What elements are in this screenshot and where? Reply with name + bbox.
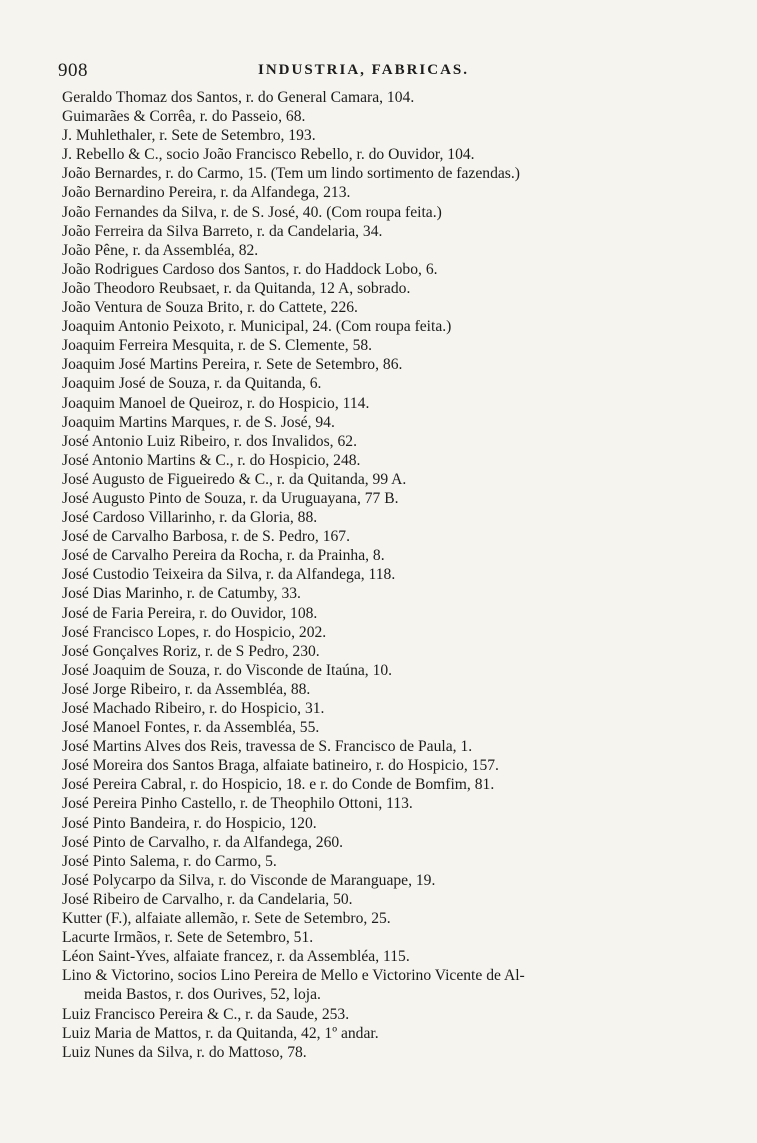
directory-entry: João Theodoro Reubsaet, r. da Quitanda, 12 A, sobrado. xyxy=(62,279,411,297)
directory-entry: José de Carvalho Barbosa, r. de S. Pedro, 167. xyxy=(62,528,351,546)
directory-entry: Joaquim Ferreira Mesquita, r. de S. Clemente, 58. xyxy=(62,337,373,355)
directory-entry: José Ribeiro de Carvalho, r. da Candelaria, 50. xyxy=(62,890,353,908)
directory-entry: José Cardoso Villarinho, r. da Gloria, 88. xyxy=(62,509,318,527)
directory-entry: João Fernandes da Silva, r. de S. José, 40. (Com roupa feita.) xyxy=(62,203,442,221)
directory-list xyxy=(62,88,722,1062)
directory-entry: José Jorge Ribeiro, r. da Assembléa, 88. xyxy=(62,680,311,698)
directory-entry: João Bernardino Pereira, r. da Alfandega, 213. xyxy=(62,184,351,202)
directory-entry: Kutter (F.), alfaiate allemão, r. Sete de Setembro, 25. xyxy=(62,910,391,928)
directory-entry: J. Rebello & C., socio João Francisco Rebello, r. do Ouvidor, 104. xyxy=(62,146,475,164)
directory-entry: Joaquim Manoel de Queiroz, r. do Hospicio, 114. xyxy=(62,394,370,412)
directory-entry: José Pereira Pinho Castello, r. de Theophilo Ottoni, 113. xyxy=(62,795,413,813)
directory-entry: Luiz Maria de Mattos, r. da Quitanda, 42, 1º andar. xyxy=(62,1024,379,1042)
directory-entry: José Pinto Bandeira, r. do Hospicio, 120. xyxy=(62,814,317,832)
directory-entry: João Ventura de Souza Brito, r. do Cattete, 226. xyxy=(62,299,358,317)
directory-entry: José Machado Ribeiro, r. do Hospicio, 31. xyxy=(62,700,325,717)
page-header xyxy=(58,60,697,86)
entry-continuation-line: meida Bastos, r. dos Ourives, 52, loja. xyxy=(84,986,321,1004)
directory-entry: José Gonçalves Roriz, r. de S Pedro, 230. xyxy=(62,642,320,660)
directory-entry: José Custodio Teixeira da Silva, r. da Alfandega, 118. xyxy=(62,566,396,584)
directory-entry: João Ferreira da Silva Barreto, r. da Candelaria, 34. xyxy=(62,222,383,240)
directory-entry-multiline xyxy=(62,966,722,1004)
directory-entry: José Moreira dos Santos Braga, alfaiate batineiro, r. do Hospicio, 157. xyxy=(62,757,499,775)
directory-entry: Luiz Nunes da Silva, r. do Mattoso, 78. xyxy=(62,1043,307,1061)
directory-entry: José Manoel Fontes, r. da Assembléa, 55. xyxy=(62,719,320,737)
directory-entry: José Augusto de Figueiredo & C., r. da Quitanda, 99 A. xyxy=(62,470,407,488)
directory-entry: José Francisco Lopes, r. do Hospicio, 202. xyxy=(62,623,327,641)
page-number: 908 xyxy=(58,60,88,81)
directory-entry: Geraldo Thomaz dos Santos, r. do General Camara, 104. xyxy=(62,89,415,106)
directory-entry: José Polycarpo da Silva, r. do Visconde de Maranguape, 19. xyxy=(62,871,436,889)
directory-entry: José Joaquim de Souza, r. do Visconde de Itaúna, 10. xyxy=(62,661,393,679)
directory-entry: J. Muhlethaler, r. Sete de Setembro, 193. xyxy=(62,127,316,145)
directory-entry: José Pinto de Carvalho, r. da Alfandega, 260. xyxy=(62,833,344,851)
directory-entry: Léon Saint-Yves, alfaiate francez, r. da Assembléa, 115. xyxy=(62,948,410,966)
directory-entry: Guimarães & Corrêa, r. do Passeio, 68. xyxy=(62,108,306,126)
entry-line: Lino & Victorino, socios Lino Pereira de Mello e Victorino Vicente de Al- xyxy=(62,967,525,985)
directory-entry: Joaquim José Martins Pereira, r. Sete de Setembro, 86. xyxy=(62,356,403,374)
directory-entry: Luiz Francisco Pereira & C., r. da Saude, 253. xyxy=(62,1005,350,1023)
directory-entry: José de Carvalho Pereira da Rocha, r. da Prainha, 8. xyxy=(62,547,385,565)
directory-entry: Joaquim Martins Marques, r. de S. José, 94. xyxy=(62,413,335,431)
directory-entry: José Antonio Luiz Ribeiro, r. dos Invalidos, 62. xyxy=(62,432,357,450)
directory-entry: José de Faria Pereira, r. do Ouvidor, 108. xyxy=(62,604,318,622)
directory-entry: José Martins Alves dos Reis, travessa de S. Francisco de Paula, 1. xyxy=(62,738,473,756)
directory-entry: José Pereira Cabral, r. do Hospicio, 18. e r. do Conde de Bomfim, 81. xyxy=(62,776,495,794)
directory-entry: João Pêne, r. da Assembléa, 82. xyxy=(62,241,259,259)
directory-entry: José Dias Marinho, r. de Catumby, 33. xyxy=(62,585,301,603)
directory-entry: Joaquim José de Souza, r. da Quitanda, 6. xyxy=(62,375,322,393)
directory-entry: João Rodrigues Cardoso dos Santos, r. do Haddock Lobo, 6. xyxy=(62,260,438,278)
directory-entry: José Antonio Martins & C., r. do Hospicio, 248. xyxy=(62,451,361,469)
directory-entry: José Augusto Pinto de Souza, r. da Uruguayana, 77 B. xyxy=(62,489,399,507)
directory-entry: João Bernardes, r. do Carmo, 15. (Tem um lindo sortimento de fazendas.) xyxy=(62,165,520,183)
directory-entry: José Pinto Salema, r. do Carmo, 5. xyxy=(62,852,277,870)
running-title: INDUSTRIA, FABRICAS. xyxy=(258,62,469,78)
directory-entry: Lacurte Irmãos, r. Sete de Setembro, 51. xyxy=(62,929,314,947)
directory-entry: Joaquim Antonio Peixoto, r. Municipal, 24. (Com roupa feita.) xyxy=(62,318,452,336)
